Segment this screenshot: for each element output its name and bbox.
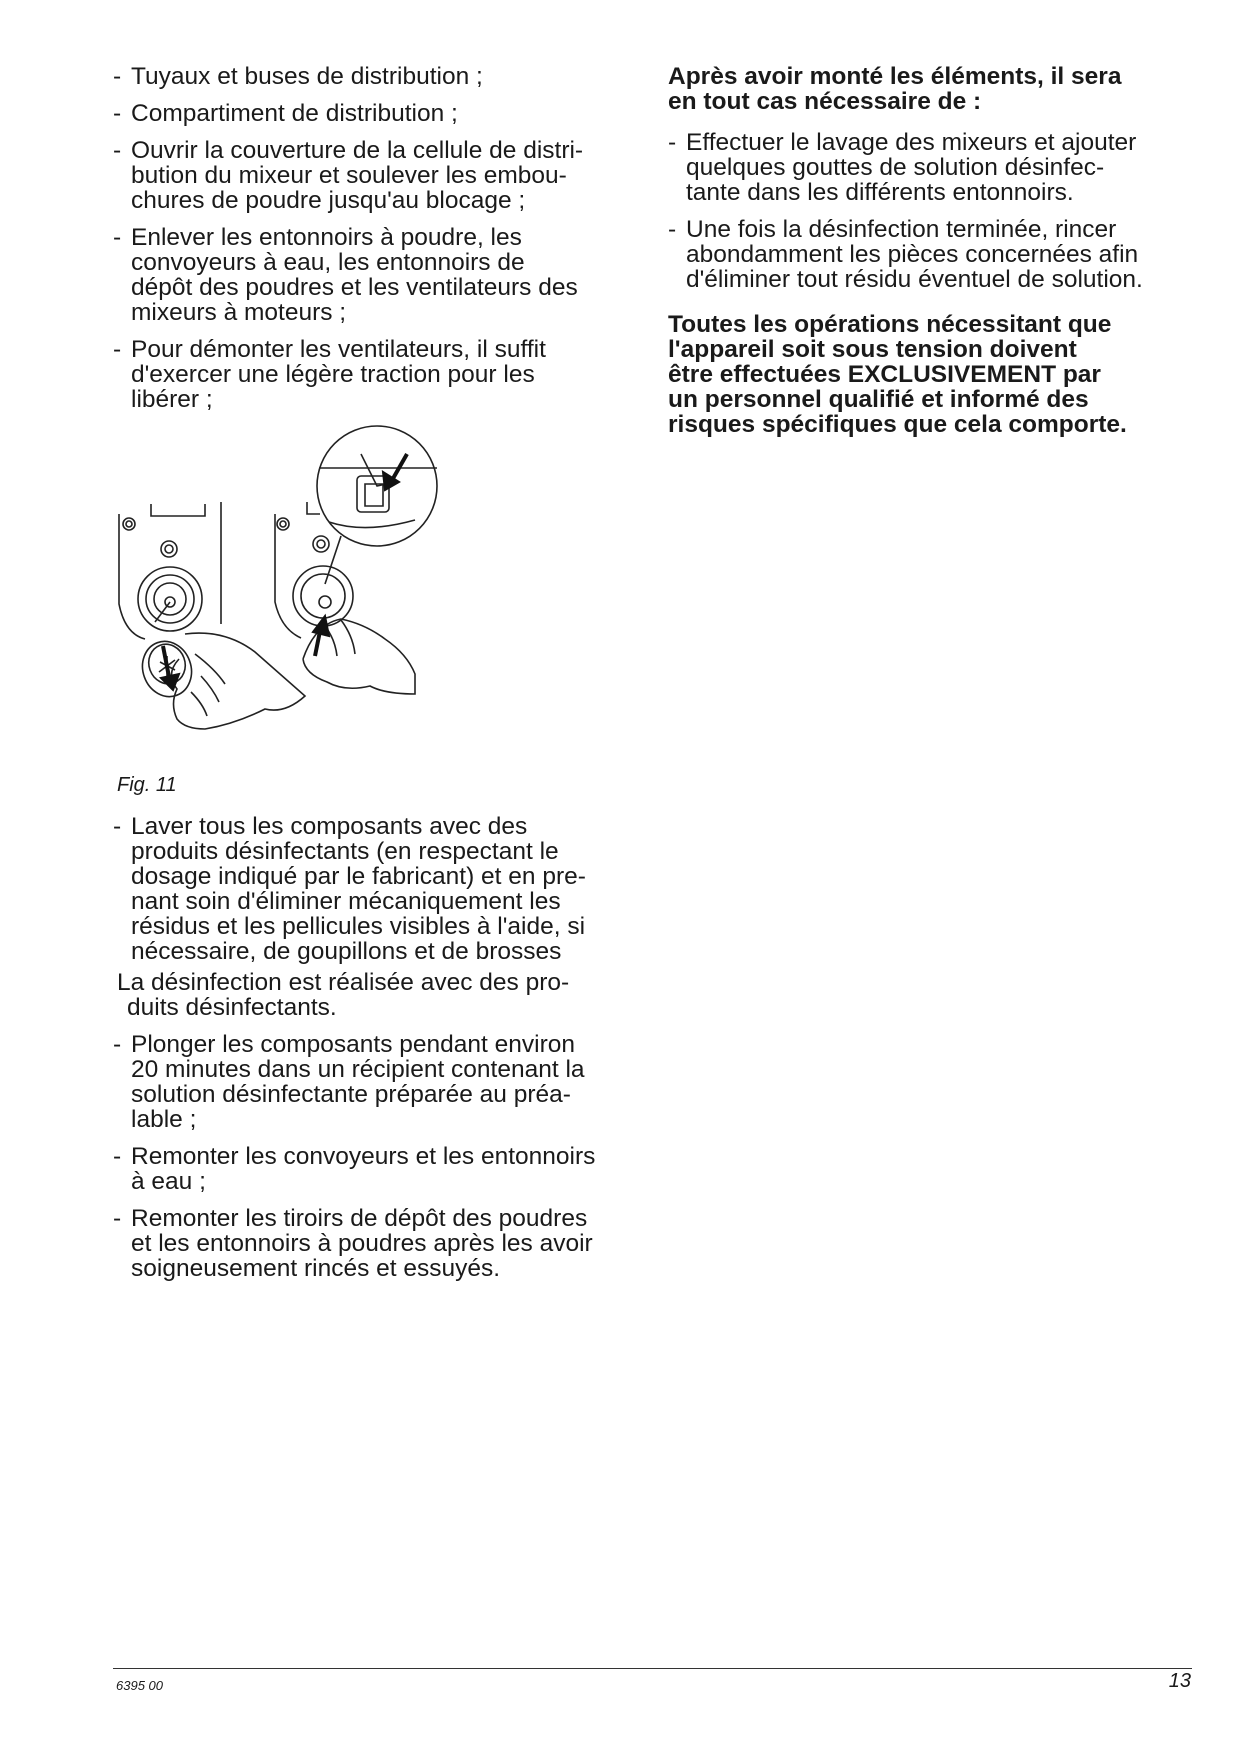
right-column <box>668 64 1188 437</box>
list-item-text: Tuyaux et buses de distribution ; <box>131 63 483 90</box>
page-number: 13 <box>1168 1670 1191 1692</box>
left-column <box>113 64 643 1293</box>
list-item-text: Remonter les convoyeurs et les entonnoirs à eau ; <box>131 1143 596 1195</box>
list-item-text: Compartiment de distribution ; <box>131 100 458 127</box>
list-item: - Une fois la désinfection terminée, rincer abondamment les pièces concernées afin d'éliminer tout résidu éventuel de solution. <box>668 216 1143 293</box>
list-item-text: Ouvrir la couverture de la cellule de distri- bution du mixeur et soulever les embou- chures de poudre jusqu'au blocage ; <box>131 137 584 214</box>
list-item-text: Plonger les composants pendant environ 20 minutes dans un récipient contenant la solution désinfectante préparée au préa- lable ; <box>131 1031 585 1133</box>
list-item: - Pour démonter les ventilateurs, il suffit d'exercer une légère traction pour les libérer ; <box>113 336 546 413</box>
figure-11-illustration <box>115 424 475 760</box>
list-item: - Ouvrir la couverture de la cellule de distri- bution du mixeur et soulever les embou- chures de poudre jusqu'au blocage ; <box>113 137 584 214</box>
list-item-text: Enlever les entonnoirs à poudre, les convoyeurs à eau, les entonnoirs de dépôt des poudres et les ventilateurs des mixeurs à moteurs ; <box>131 224 578 326</box>
list-item: - Compartiment de distribution ; <box>113 100 458 127</box>
list-item: - Remonter les tiroirs de dépôt des poudres et les entonnoirs à poudres après les avoir soigneusement rincés et essuyés. <box>113 1205 593 1282</box>
section-heading: Après avoir monté les éléments, il sera en tout cas nécessaire de : <box>668 63 1122 115</box>
list-item-text: Laver tous les composants avec des produits désinfectants (en respectant le dosage indiqué par le fabricant) et en pre- nant soin d'éliminer mécaniquement les résidus et les pellicules visibles à l'aide, si nécessaire, de goupillons et de brosses <box>131 813 586 965</box>
figure-caption: Fig. 11 <box>117 774 177 796</box>
list-item: - Plonger les composants pendant environ 20 minutes dans un récipient contenant la solution désinfectante préparée au préa- lable ; <box>113 1031 585 1133</box>
list-item-text: Pour démonter les ventilateurs, il suffit d'exercer une légère traction pour les libérer ; <box>131 336 546 413</box>
list-item: - Enlever les entonnoirs à poudre, les convoyeurs à eau, les entonnoirs de dépôt des poudres et les ventilateurs des mixeurs à moteurs ; <box>113 224 578 326</box>
list-item-text: Effectuer le lavage des mixeurs et ajouter quelques gouttes de solution désinfec- tante dans les différents entonnoirs. <box>686 129 1137 206</box>
list-item: - Tuyaux et buses de distribution ; <box>113 63 483 90</box>
safety-warning: Toutes les opérations nécessitant que l'appareil soit sous tension doivent être effectuées EXCLUSIVEMENT par un personnel qualifié et informé des risques spécifiques que cela comporte. <box>668 311 1127 438</box>
fan-removal-drawing <box>115 424 475 760</box>
list-item: - Remonter les convoyeurs et les entonnoirs à eau ; <box>113 1143 596 1195</box>
document-code: 6395 00 <box>116 1678 163 1693</box>
list-item-text: Remonter les tiroirs de dépôt des poudres et les entonnoirs à poudres après les avoir soigneusement rincés et essuyés. <box>131 1205 593 1282</box>
footer-divider <box>113 1668 1192 1669</box>
list-item: - Laver tous les composants avec des produits désinfectants (en respectant le dosage indiqué par le fabricant) et en pre- nant soin d'éliminer mécaniquement les résidus et les pellicules visibles à l'aide, si nécessaire, de goupillons et de brosses <box>113 813 586 965</box>
list-item: - Effectuer le lavage des mixeurs et ajouter quelques gouttes de solution désinfec- tante dans les différents entonnoirs. <box>668 129 1137 206</box>
disinfection-note: La désinfection est réalisée avec des pro- duits désinfectants. <box>117 969 570 1021</box>
list-item-text: Une fois la désinfection terminée, rincer abondamment les pièces concernées afin d'éliminer tout résidu éventuel de solution. <box>686 216 1143 293</box>
